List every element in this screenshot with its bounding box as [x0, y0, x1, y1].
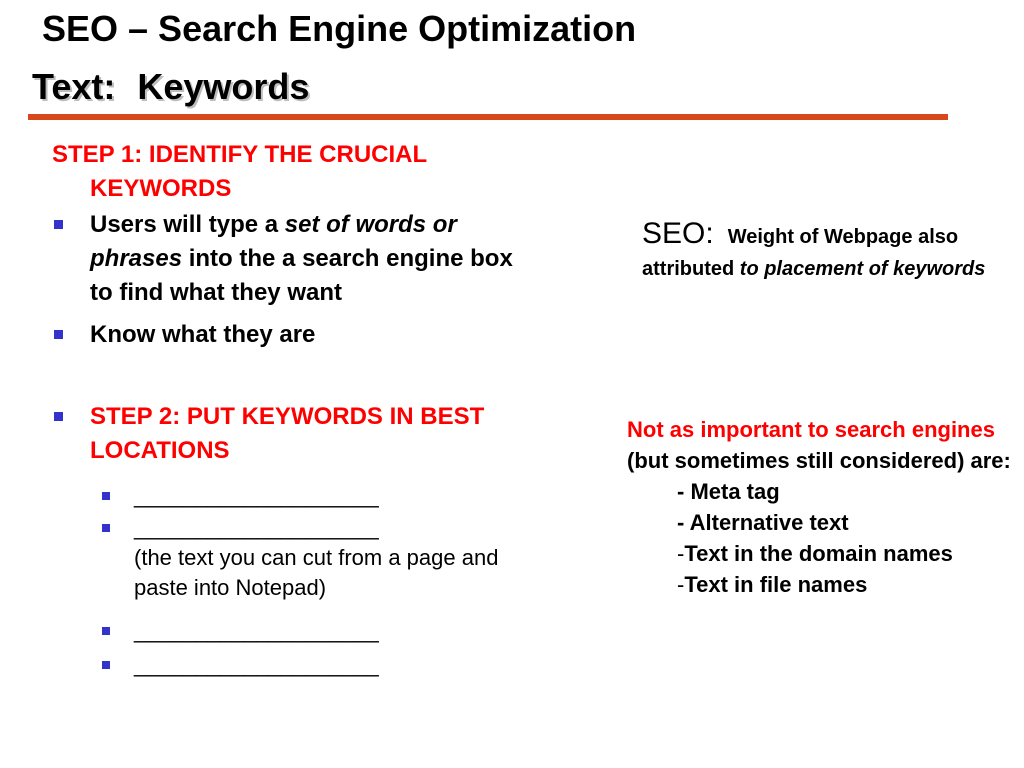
slide-subtitle [32, 66, 309, 108]
list-item [102, 481, 542, 511]
list-item [102, 513, 542, 603]
square-bullet-icon [54, 220, 63, 229]
slide-title: SEO – Search Engine Optimization [42, 8, 637, 49]
step2-heading: STEP 2: PUT KEYWORDS IN BEST LOCATIONS [90, 403, 485, 464]
square-bullet-icon [102, 492, 110, 500]
emphasis-set-of-words: set of words or phrases [90, 211, 457, 272]
seo-weight-note: SEO: Weight of Webpage also attributed to placement of keywords [642, 217, 986, 280]
item-domain-names: -Text in the domain names [677, 541, 953, 566]
subtitle-text-label: Text: [32, 66, 116, 107]
blank-note: (the text you can cut from a page and paste into Notepad) [134, 545, 499, 600]
square-bullet-icon [102, 627, 110, 635]
emphasis-placement: to placement of keywords [739, 258, 986, 280]
not-important-note [627, 414, 1017, 600]
blank-line-3: ____________________ [134, 618, 379, 643]
square-bullet-icon [102, 661, 110, 669]
subtitle-keywords-label: Keywords [137, 66, 310, 107]
square-bullet-icon [102, 524, 110, 532]
item-file-names: -Text in file names [677, 572, 868, 597]
blank-line-4: ____________________ [134, 652, 379, 677]
title-divider [28, 114, 948, 120]
step1-line2: KEYWORDS [90, 175, 232, 202]
bullet-users-type: Users will type a set of words or phrases into the a search engine box to find what they want [90, 211, 513, 306]
step1-line1: STEP 1: IDENTIFY THE CRUCIAL [52, 141, 428, 168]
blank-line-2: ____________________ [134, 515, 379, 540]
list-item [54, 400, 534, 468]
blank-line-1: ____________________ [134, 483, 379, 508]
list-item [54, 208, 534, 310]
list-item [102, 650, 542, 680]
list-item [102, 616, 542, 646]
list-item [54, 318, 534, 352]
not-important-intro: Not as important to search engines (but sometimes still considered) are: [627, 417, 1011, 473]
step1-heading [52, 138, 512, 206]
square-bullet-icon [54, 330, 63, 339]
seo-label: SEO: [642, 217, 714, 250]
square-bullet-icon [54, 412, 63, 421]
item-alt-text: - Alternative text [677, 510, 849, 535]
bullet-know-what: Know what they are [90, 321, 316, 348]
item-meta-tag: - Meta tag [677, 479, 780, 504]
